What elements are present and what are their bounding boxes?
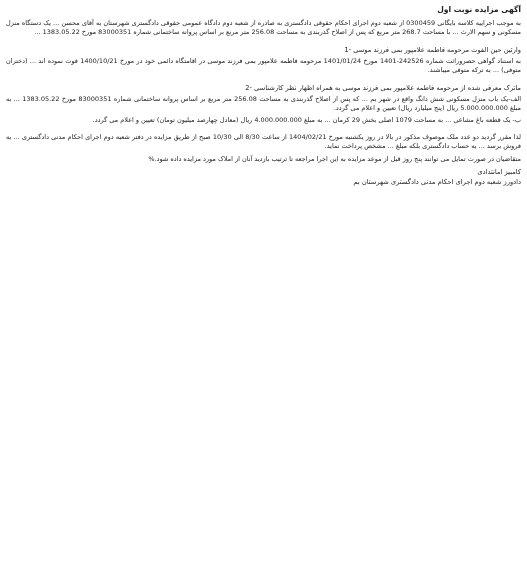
orchard-paragraph: ب- یک قطعه باغ مشاعی ... به مساحت 1079 اصلی بخش 29 کرمان ... به مبلغ 4.000.000.000 ریال (معادل چهارصد میلیون تومان) تعیین و اعلام می گردد. xyxy=(92,116,521,125)
house-paragraph: الف-یک باب منزل مسکونی شش دانگ واقع در شهر بم ... که پس از اصلاح گذربندی به مساحت 256.08 متر مربع بر اساس پروانه ساختمانی شماره 83000351 مورخ 1383.05.22 ... به مبلغ 5.000.000.000 ریال (پنج میلیارد ریال) تعیین و اعلام می گردد. xyxy=(6,94,521,113)
signature-name: کامبیز امانتدادی xyxy=(477,168,521,177)
estate-heading: ماترک معرفی شده از مرحومه فاطمه علامپور بمی فرزند موسی به همراه اظهار نظر کارشناسی -2 xyxy=(245,83,521,92)
notice-title: آگهی مزایده نوبت اول xyxy=(437,5,521,14)
auction-paragraph: لذا مقرر گردید دو عدد ملک موصوف مذکور در بالا در روز یکشنبه مورخ 1404/02/21 از ساعت 8/30 الی 10/30 صبح از طریق مزایده در دفتر شعبه دوم اجرای احکام مدنی دادگستری ... به فروش برسد ... به حساب دادگستری بلکه مبلغ ... مشخص پرداخت نماید. xyxy=(6,132,521,151)
heirs-heading: وارثین حین الفوت مرحومه فاطمه علامپور بمی فرزند موسی -1 xyxy=(344,45,521,54)
signature-title: دادورز شعبه دوم اجرای احکام مدنی دادگستری شهرستان بم xyxy=(353,178,521,187)
intro-paragraph: به موجب اجراییه کلاسه بایگانی 0300459 از شعبه دوم اجرای احکام حقوقی دادگستری به صادره از شعبه دوم دادگاه عمومی حقوقی دادگستری شهرستان به آقای محسن ... یک دستگاه منزل مسکونی و سهم الارث ... با مساحت 268.7 متر مربع که پس از اصلاح گذربندی به مساحت 256.08 متر مربع بر اساس پروانه ساختمانی شماره 83000351 مورخ 1383.05.22 ... xyxy=(6,19,521,37)
visit-paragraph: متقاضیان در صورت تمایل می توانند پنج روز قبل از موعد مزایده به این اجرا مراجعه تا ترتیب بازدید آنان از املاک مورد مزایده داده شود.% xyxy=(148,154,521,163)
heirs-paragraph: به استناد گواهی حصروراثت شماره 242526-1401 مورخ 1401/01/24 مرحومه فاطمه علامپور بمی فرزند موسی در اقامتگاه دائمی خود در مورخ 1400/10/21 فوت نموده اند ... (دختران متوفی) ... به ترکه متوفی میباشند. xyxy=(6,56,521,75)
